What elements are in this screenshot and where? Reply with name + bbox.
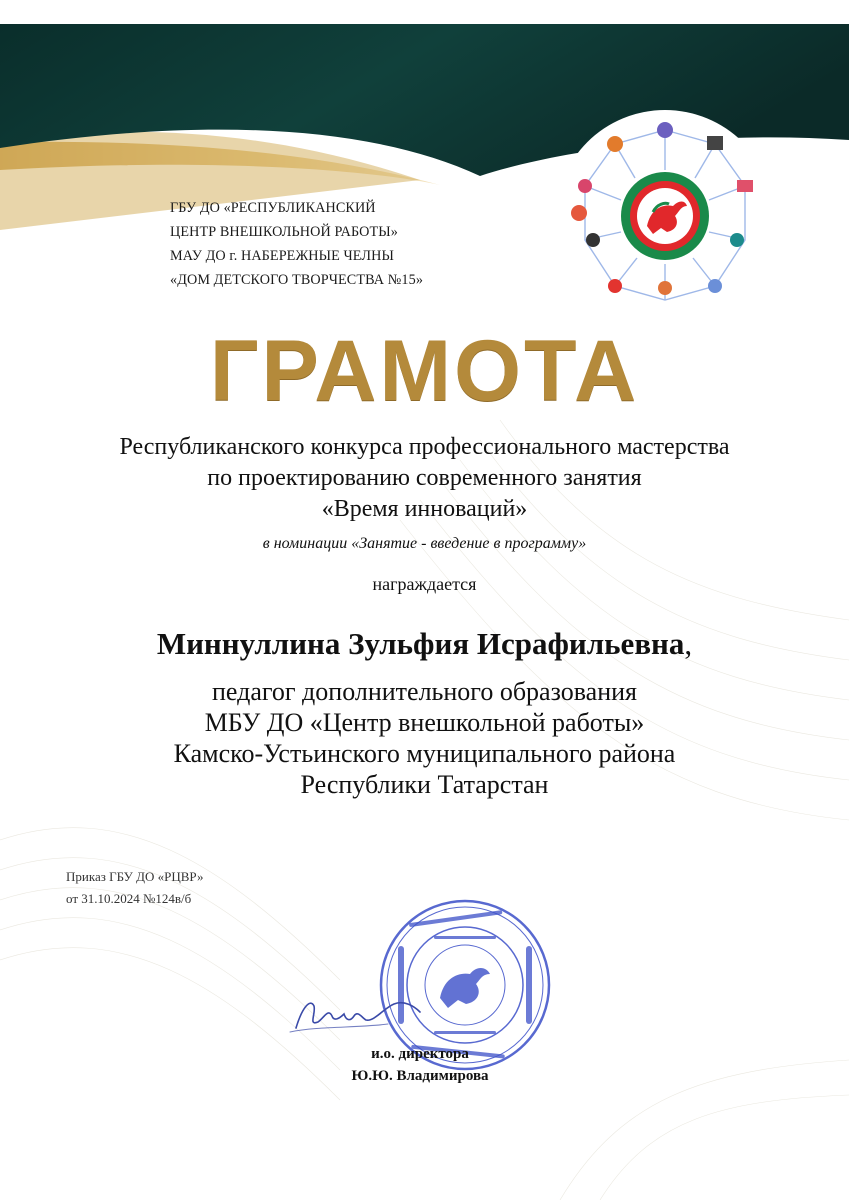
organization-line: ГБУ ДО «РЕСПУБЛИКАНСКИЙ bbox=[170, 200, 376, 216]
computer-icon bbox=[707, 136, 723, 150]
signature bbox=[288, 988, 428, 1044]
order-line: от 31.10.2024 №124в/б bbox=[66, 891, 192, 906]
stamp-leopard-icon bbox=[440, 968, 490, 1008]
position-line: МБУ ДО «Центр внешкольной работы» bbox=[204, 708, 645, 737]
plane-icon bbox=[708, 279, 722, 293]
signatory-name: Ю.Ю. Владимирова bbox=[351, 1068, 489, 1084]
position-line: Камско-Устьинского муниципального района bbox=[173, 739, 676, 768]
signatory-role: и.о. директора bbox=[371, 1046, 469, 1062]
recipient-name: Миннуллина Зульфия Исрафильевна bbox=[156, 626, 685, 661]
position-line: педагог дополнительного образования bbox=[212, 677, 637, 706]
telescope-icon bbox=[658, 281, 672, 295]
organization-line: МАУ ДО г. НАБЕРЕЖНЫЕ ЧЕЛНЫ bbox=[170, 248, 394, 264]
contest-line: «Время инноваций» bbox=[321, 496, 528, 522]
order-line: Приказ ГБУ ДО «РЦВР» bbox=[66, 869, 204, 884]
ball-icon bbox=[657, 122, 673, 138]
recipient-name-line bbox=[0, 626, 849, 662]
tatarstan-coat-of-arms-icon bbox=[621, 172, 709, 260]
order-reference bbox=[66, 866, 203, 910]
recipient-position bbox=[0, 676, 849, 800]
organization-header bbox=[170, 196, 530, 292]
organization-line: «ДОМ ДЕТСКОГО ТВОРЧЕСТВА №15» bbox=[170, 272, 424, 288]
top-edge bbox=[0, 0, 849, 24]
dancer-icon bbox=[578, 179, 592, 193]
microscope-icon bbox=[730, 233, 744, 247]
document-title: ГРАМОТА bbox=[209, 323, 640, 419]
recipient-comma: , bbox=[684, 626, 693, 661]
organization-line: ЦЕНТР ВНЕШКОЛЬНОЙ РАБОТЫ» bbox=[170, 224, 398, 240]
contest-description bbox=[0, 432, 849, 525]
piano-icon bbox=[737, 180, 753, 192]
globe-icon bbox=[571, 205, 587, 221]
contest-line: по проектированию современного занятия bbox=[207, 465, 642, 491]
position-line: Республики Татарстан bbox=[300, 770, 549, 799]
compass-icon bbox=[608, 279, 622, 293]
contest-line: Республиканского конкурса профессионального мастерства bbox=[119, 434, 730, 460]
tools-icon bbox=[586, 233, 600, 247]
palette-icon bbox=[607, 136, 623, 152]
signatory-block bbox=[300, 1043, 540, 1087]
awarded-label: награждается bbox=[372, 574, 477, 594]
nomination: в номинации «Занятие - введение в программу» bbox=[262, 535, 587, 552]
emblem-logo bbox=[553, 108, 777, 332]
